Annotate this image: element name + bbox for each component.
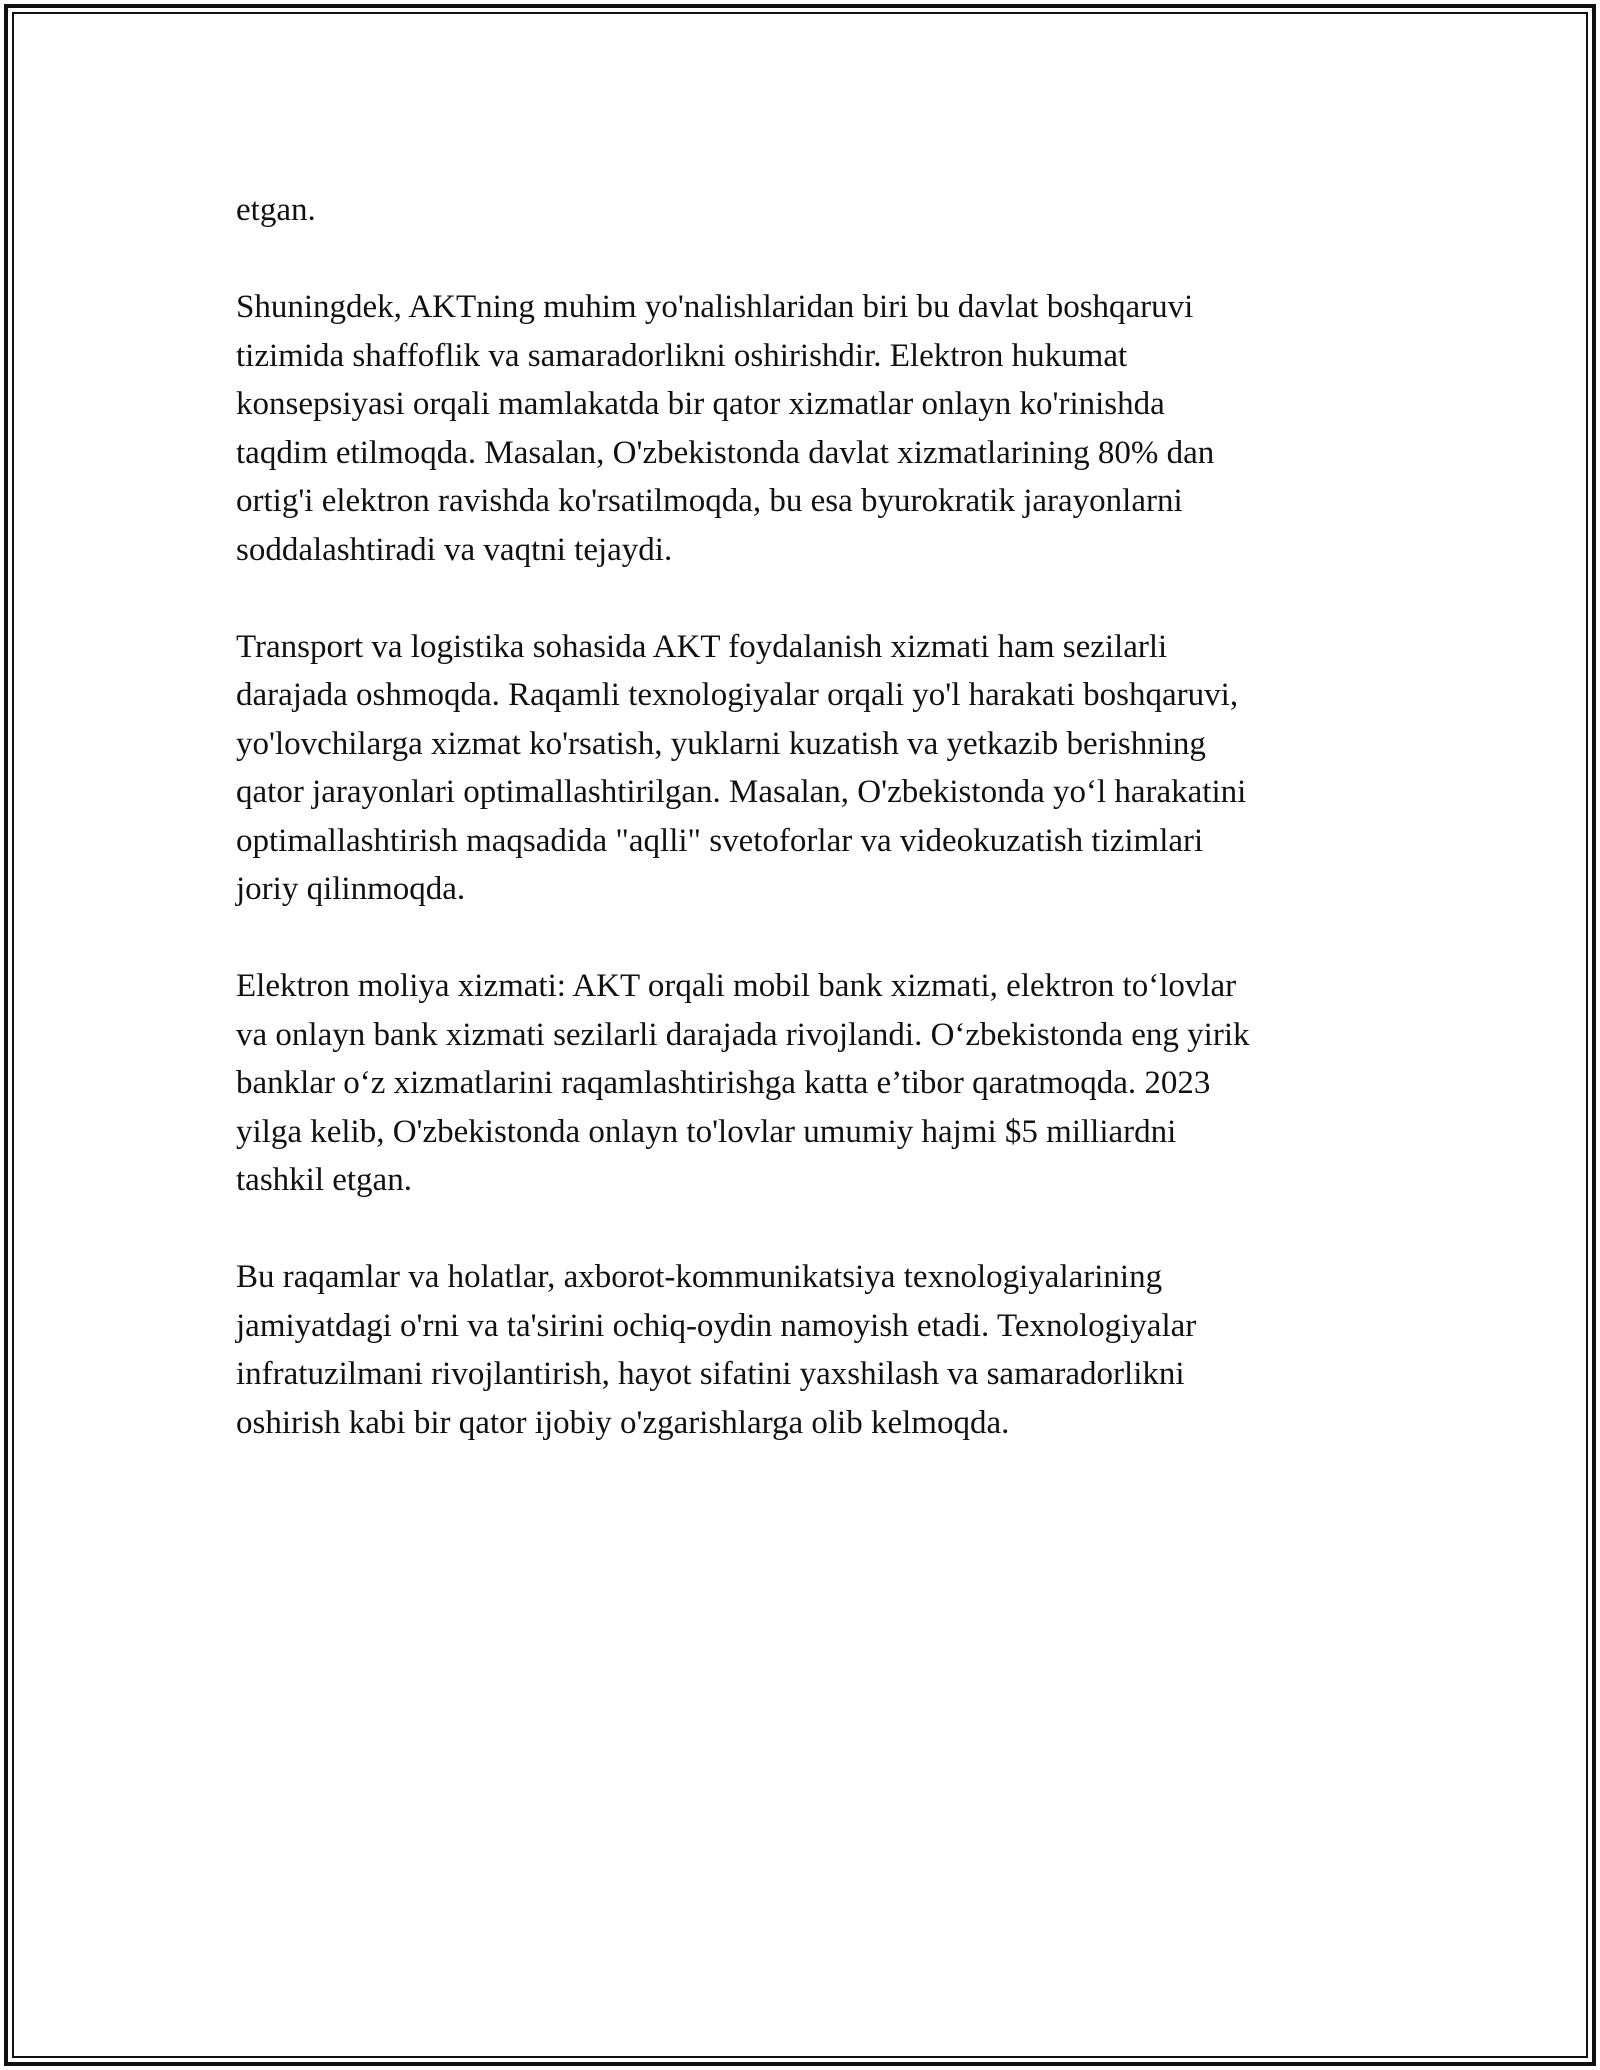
paragraph-electronic-finance: Elektron moliya xizmati: AKT orqali mobil bank xizmati, elektron to‘lovlar va onlayn bank xizmati sezilarli darajada rivojlandi. O‘zbekistonda eng yirik banklar o‘z xizmatlarini raqamlashtirishga katta e’tibor qaratmoqda. 2023 yilga kelib, O'zbekistonda onlayn to'lovlar umumiy hajmi $5 milliardni tashkil etgan.	[236, 968, 1250, 1198]
paragraph-e-government: Shuningdek, AKTning muhim yo'nalishlaridan biri bu davlat boshqaruvi tizimida shaffoflik va samaradorlikni oshirishdir. Elektron hukumat konsepsiyasi orqali mamlakatda bir qator xizmatlar onlayn ko'rinishda taqdim etilmoqda. Masalan, O'zbekistonda davlat xizmatlarining 80% dan ortig'i elektron ravishda ko'rsatilmoqda, bu esa byurokratik jarayonlarni soddalashtiradi va vaqtni tejaydi.	[236, 289, 1215, 568]
paragraph-transport-logistics: Transport va logistika sohasida AKT foydalanish xizmati ham sezilarli darajada oshmoqda. Raqamli texnologiyalar orqali yo'l harakati boshqaruvi, yo'lovchilarga xizmat ko'rsatish, yuklarni kuzatish va yetkazib berishning qator jarayonlari optimallashtirilgan. Masalan, O'zbekistonda yo‘l harakatini optimallashtirish maqsadida "aqlli" svetoforlar va videokuzatish tizimlari joriy qilinmoqda.	[236, 628, 1247, 907]
paragraph-conclusion: Bu raqamlar va holatlar, axborot-kommunikatsiya texnologiyalarining jamiyatdagi o'rni va ta'sirini ochiq-oydin namoyish etadi. Texnologiyalar infratuzilmani rivojlantirish, hayot sifatini yaxshilash va samaradorlikni oshirish kabi bir qator ijobiy o'zgarishlarga olib kelmoqda.	[236, 1259, 1197, 1441]
document-body	[236, 186, 1376, 1496]
paragraph-continuation: etgan.	[236, 192, 316, 228]
